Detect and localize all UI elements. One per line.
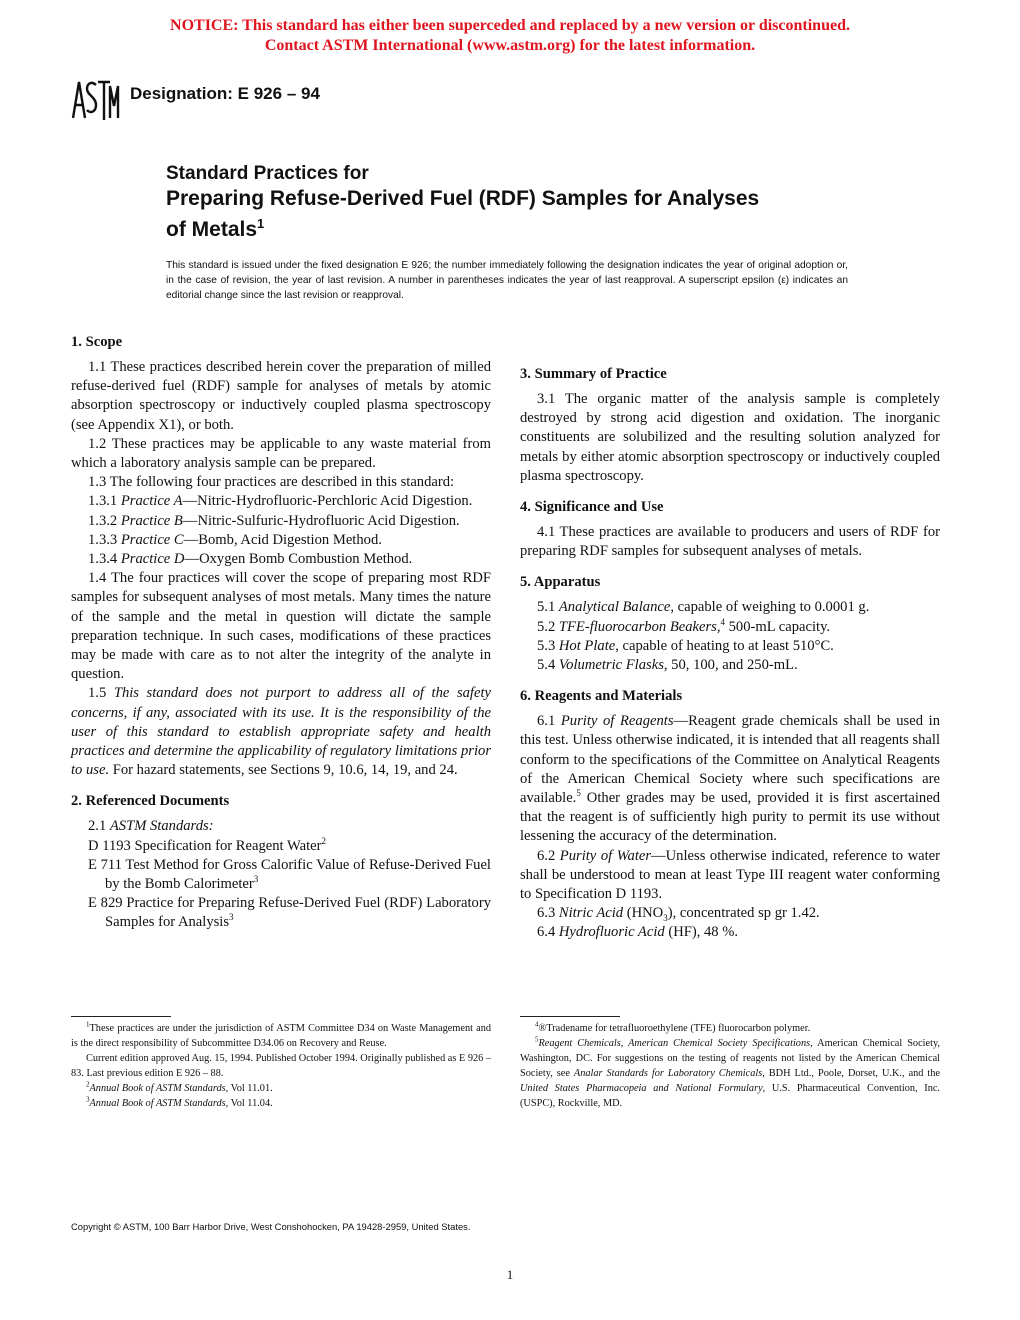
para-text: —Nitric-Hydrofluoric-Perchloric Acid Digestion. bbox=[182, 493, 473, 510]
footnote-title: Reagent Chemicals, American Chemical Society Specifications bbox=[538, 1038, 811, 1049]
para-num: 6.4 bbox=[537, 924, 559, 941]
para-text: , capable of weighing to 0.0001 g. bbox=[670, 599, 870, 616]
title-footnote-mark: 1 bbox=[257, 216, 265, 231]
item-name: Purity of Water bbox=[559, 847, 652, 864]
para-1-3-2 bbox=[71, 512, 491, 531]
section-3-heading: 3. Summary of Practice bbox=[520, 366, 667, 382]
notice-line-2: Contact ASTM International (www.astm.org) for the latest information. bbox=[264, 37, 756, 54]
footnote-3 bbox=[71, 1096, 491, 1111]
para-text: , 50, 100, and 250-mL. bbox=[663, 657, 798, 674]
para-1-5 bbox=[71, 684, 491, 780]
para-1-1: 1.1 These practices described herein cover the preparation of milled refuse-derived fuel (RDF) sample for analyses of metals by atomic absorption spectroscopy or inductively coupled plasma spectroscopy (see Appendix X1), or both. bbox=[71, 359, 491, 433]
para-num: 6.3 bbox=[537, 905, 559, 922]
para-5-4 bbox=[520, 656, 940, 675]
footnote-mark: 1 bbox=[86, 1020, 90, 1029]
right-column bbox=[520, 333, 940, 943]
section-6-heading: 6. Reagents and Materials bbox=[520, 688, 683, 705]
ref-e829 bbox=[71, 894, 491, 932]
footnotes-right bbox=[520, 1021, 940, 1111]
para-text: —Unless otherwise indicated, reference to water shall be understood to mean at least Type III reagent water conforming to Specification D 1193. bbox=[520, 847, 940, 903]
item-name: Analytical Balance bbox=[558, 599, 671, 616]
para-text: —Nitric-Sulfuric-Hydrofluoric Acid Digestion. bbox=[182, 512, 460, 529]
para-num: 1.3.2 bbox=[88, 512, 121, 529]
para-text: , capable of heating to at least 510°C. bbox=[615, 637, 834, 654]
ref-text: E 829 Practice for Preparing Refuse-Derived Fuel (RDF) Laboratory Samples for Analysis bbox=[88, 895, 491, 931]
page-number: 1 bbox=[506, 1267, 514, 1282]
footnote-text: These practices are under the jurisdiction of ASTM Committee D34 on Waste Management and is the direct responsibility of Subcommittee D34.06 on Recovery and Reuse. bbox=[71, 1023, 491, 1049]
para-5-2 bbox=[520, 618, 940, 637]
footnote-2 bbox=[71, 1081, 491, 1096]
para-num: 2.1 bbox=[88, 818, 110, 835]
para-num: 1.3.1 bbox=[88, 493, 121, 510]
item-name: Hot Plate bbox=[558, 637, 616, 654]
para-text: 500-mL capacity. bbox=[724, 618, 831, 635]
footnotes-left bbox=[71, 1021, 491, 1111]
section-2-heading: 2. Referenced Documents bbox=[71, 793, 230, 810]
footnote-1b: Current edition approved Aug. 15, 1994. Published October 1994. Originally published as E 926 – 83. Last previous edition E 926 – 88. bbox=[71, 1053, 491, 1079]
designation: Designation: E 926 – 94 bbox=[130, 84, 320, 103]
ref-text: E 711 Test Method for Gross Calorific Value of Refuse-Derived Fuel by the Bomb Calorimeter bbox=[88, 856, 491, 893]
footnote-mark: 2 bbox=[321, 835, 326, 846]
para-3-1: 3.1 The organic matter of the analysis sample is completely destroyed by strong acid digestion and oxidation. The inorganic constituents are solubilized and the resulting solution analyzed for metals by either atomic absorption spectroscopy or inductively coupled plasma spectroscopy. bbox=[520, 391, 940, 484]
footnote-text: , Vol 11.01. bbox=[225, 1083, 273, 1094]
para-text: —Reagent grade chemicals shall be used in this test. Unless otherwise indicated, it is intended that all reagents shall conform to the specifications of the Committee on Analytical Reagents of the American Chemical Society where such specifications are available. bbox=[520, 713, 940, 807]
ref-e711 bbox=[71, 856, 491, 894]
para-num: 6.2 bbox=[537, 847, 560, 864]
para-1-3-1 bbox=[71, 492, 491, 511]
footnote-text: ®Tradename for tetrafluoroethylene (TFE) fluorocarbon polymer. bbox=[538, 1023, 811, 1034]
footnote-title: Analar Standards for Laboratory Chemicals bbox=[573, 1068, 763, 1079]
para-num: 1.3.4 bbox=[88, 551, 121, 568]
footnote-text: , American Chemical Society, Washington, DC. For suggestions on the testing of reagents not listed by the American Chemical Society, see bbox=[520, 1038, 940, 1079]
title-line-1: Standard Practices for bbox=[166, 163, 369, 184]
practice-name: Practice D bbox=[120, 551, 185, 568]
footnote-mark: 3 bbox=[86, 1095, 90, 1104]
para-num: 6.1 bbox=[537, 713, 561, 730]
para-1-4: 1.4 The four practices will cover the scope of preparing most RDF samples for subsequent analyses of most metals. Many times the nature of the sample and the metal in question will dictate the sample preparation technique. In such cases, modifications of these practices may be made with care as to not alter the integrity of the analyte in question. bbox=[71, 570, 491, 683]
para-text: —Bomb, Acid Digestion Method. bbox=[183, 531, 382, 548]
item-name: Purity of Reagents bbox=[560, 713, 674, 730]
para-num: 1.3.3 bbox=[88, 531, 121, 548]
footnote-1 bbox=[71, 1021, 491, 1051]
footnote-text: , BDH Ltd., Poole, Dorset, U.K., and the bbox=[762, 1068, 940, 1079]
section-4-heading: 4. Significance and Use bbox=[520, 499, 664, 516]
para-5-3 bbox=[520, 637, 940, 656]
item-name: Hydrofluoric Acid bbox=[558, 924, 665, 941]
footnote-5 bbox=[520, 1036, 940, 1111]
para-text: (HF), 48 %. bbox=[664, 924, 739, 941]
para-2-1 bbox=[71, 817, 491, 836]
para-5-1 bbox=[520, 598, 940, 617]
footnote-mark: 5 bbox=[535, 1035, 539, 1044]
footnote-text: , Vol 11.04. bbox=[225, 1098, 273, 1109]
para-1-3-3 bbox=[71, 531, 491, 550]
ref-text: D 1193 Specification for Reagent Water bbox=[88, 837, 322, 854]
footnote-mark: 5 bbox=[576, 788, 581, 799]
para-num: 5.4 bbox=[537, 657, 559, 674]
para-text: ASTM Standards: bbox=[109, 818, 214, 835]
footnote-rule-right bbox=[520, 1016, 620, 1017]
para-num: 1.5 bbox=[88, 685, 114, 702]
footnote-text: , U.S. Pharmaceutical Convention, Inc. (USPC), Rockville, MD. bbox=[520, 1083, 940, 1109]
copyright: Copyright © ASTM, 100 Barr Harbor Drive, West Conshohocken, PA 19428-2959, United States. bbox=[71, 1221, 471, 1232]
para-num: 5.1 bbox=[537, 599, 559, 616]
para-1-3: 1.3 The following four practices are described in this standard: bbox=[88, 474, 455, 491]
document-title bbox=[166, 162, 886, 242]
footnote-title: Annual Book of ASTM Standards bbox=[89, 1083, 226, 1094]
section-5-heading: 5. Apparatus bbox=[520, 574, 601, 591]
footnote-title: United States Pharmacopeia and National Formulary bbox=[520, 1083, 763, 1094]
issued-note: This standard is issued under the fixed designation E 926; the number immediately following the designation indicates the year of original adoption or, in the case of revision, the year of last revision. A number in parentheses indicates the year of last reapproval. A superscript epsilon (ε) indicates an editorial change since the last revision or reapproval. bbox=[166, 260, 848, 301]
item-name: TFE-fluorocarbon Beakers, bbox=[558, 618, 721, 635]
astm-logo bbox=[70, 78, 120, 122]
para-text: —Oxygen Bomb Combustion Method. bbox=[184, 551, 413, 568]
left-column bbox=[71, 333, 491, 933]
footnote-4 bbox=[520, 1021, 940, 1036]
title-line-3-text: of Metals bbox=[166, 218, 258, 241]
para-6-1 bbox=[520, 712, 940, 846]
footnote-mark: 3 bbox=[253, 874, 259, 885]
practice-name: Practice B bbox=[120, 512, 183, 529]
title-line-2: Preparing Refuse-Derived Fuel (RDF) Samples for Analyses bbox=[166, 187, 760, 210]
para-6-2 bbox=[520, 847, 940, 905]
para-text: Other grades may be used, provided it is first ascertained that the reagent is of sufficiently high purity to permit its use without lessening the accuracy of the determination. bbox=[520, 790, 940, 845]
safety-caveat: This standard does not purport to address all of the safety concerns, if any, associated with its use. It is the responsibility of the user of this standard to establish appropriate safety and health practices and determine the applicability of regulatory limitations prior to use. bbox=[71, 685, 491, 779]
footnote-mark: 4 bbox=[720, 616, 725, 627]
para-4-1: 4.1 These practices are available to producers and users of RDF for preparing RDF samples for subsequent analyses of metals. bbox=[520, 524, 940, 560]
item-name: Nitric Acid bbox=[558, 905, 624, 922]
subscript: 3 bbox=[663, 913, 668, 924]
practice-name: Practice A bbox=[120, 493, 183, 510]
para-1-3-4 bbox=[71, 550, 491, 569]
footnote-title: Annual Book of ASTM Standards bbox=[89, 1098, 226, 1109]
para-6-3 bbox=[520, 904, 940, 923]
footnote-mark: 2 bbox=[86, 1080, 90, 1089]
notice-line-1: NOTICE: This standard has either been superceded and replaced by a new version or discontinued. bbox=[170, 17, 850, 34]
title-line-3 bbox=[166, 211, 886, 242]
footnote-mark: 3 bbox=[229, 912, 234, 923]
item-name: Volumetric Flasks bbox=[558, 657, 664, 674]
ref-d1193 bbox=[71, 837, 491, 856]
para-text: ), concentrated sp gr 1.42. bbox=[667, 905, 820, 922]
para-text: For hazard statements, see Sections 9, 10.6, 14, 19, and 24. bbox=[109, 762, 458, 779]
para-num: 5.2 bbox=[537, 618, 559, 635]
para-num: 5.3 bbox=[537, 637, 559, 654]
para-6-4 bbox=[520, 923, 940, 942]
practice-name: Practice C bbox=[120, 531, 184, 548]
footnote-rule-left bbox=[71, 1016, 171, 1017]
para-1-2: 1.2 These practices may be applicable to any waste material from which a laboratory analysis sample can be prepared. bbox=[71, 435, 491, 472]
section-1-heading: 1. Scope bbox=[71, 334, 123, 350]
footnote-mark: 4 bbox=[535, 1020, 539, 1029]
para-text: (HNO bbox=[623, 905, 664, 922]
supersede-notice bbox=[0, 16, 1020, 56]
